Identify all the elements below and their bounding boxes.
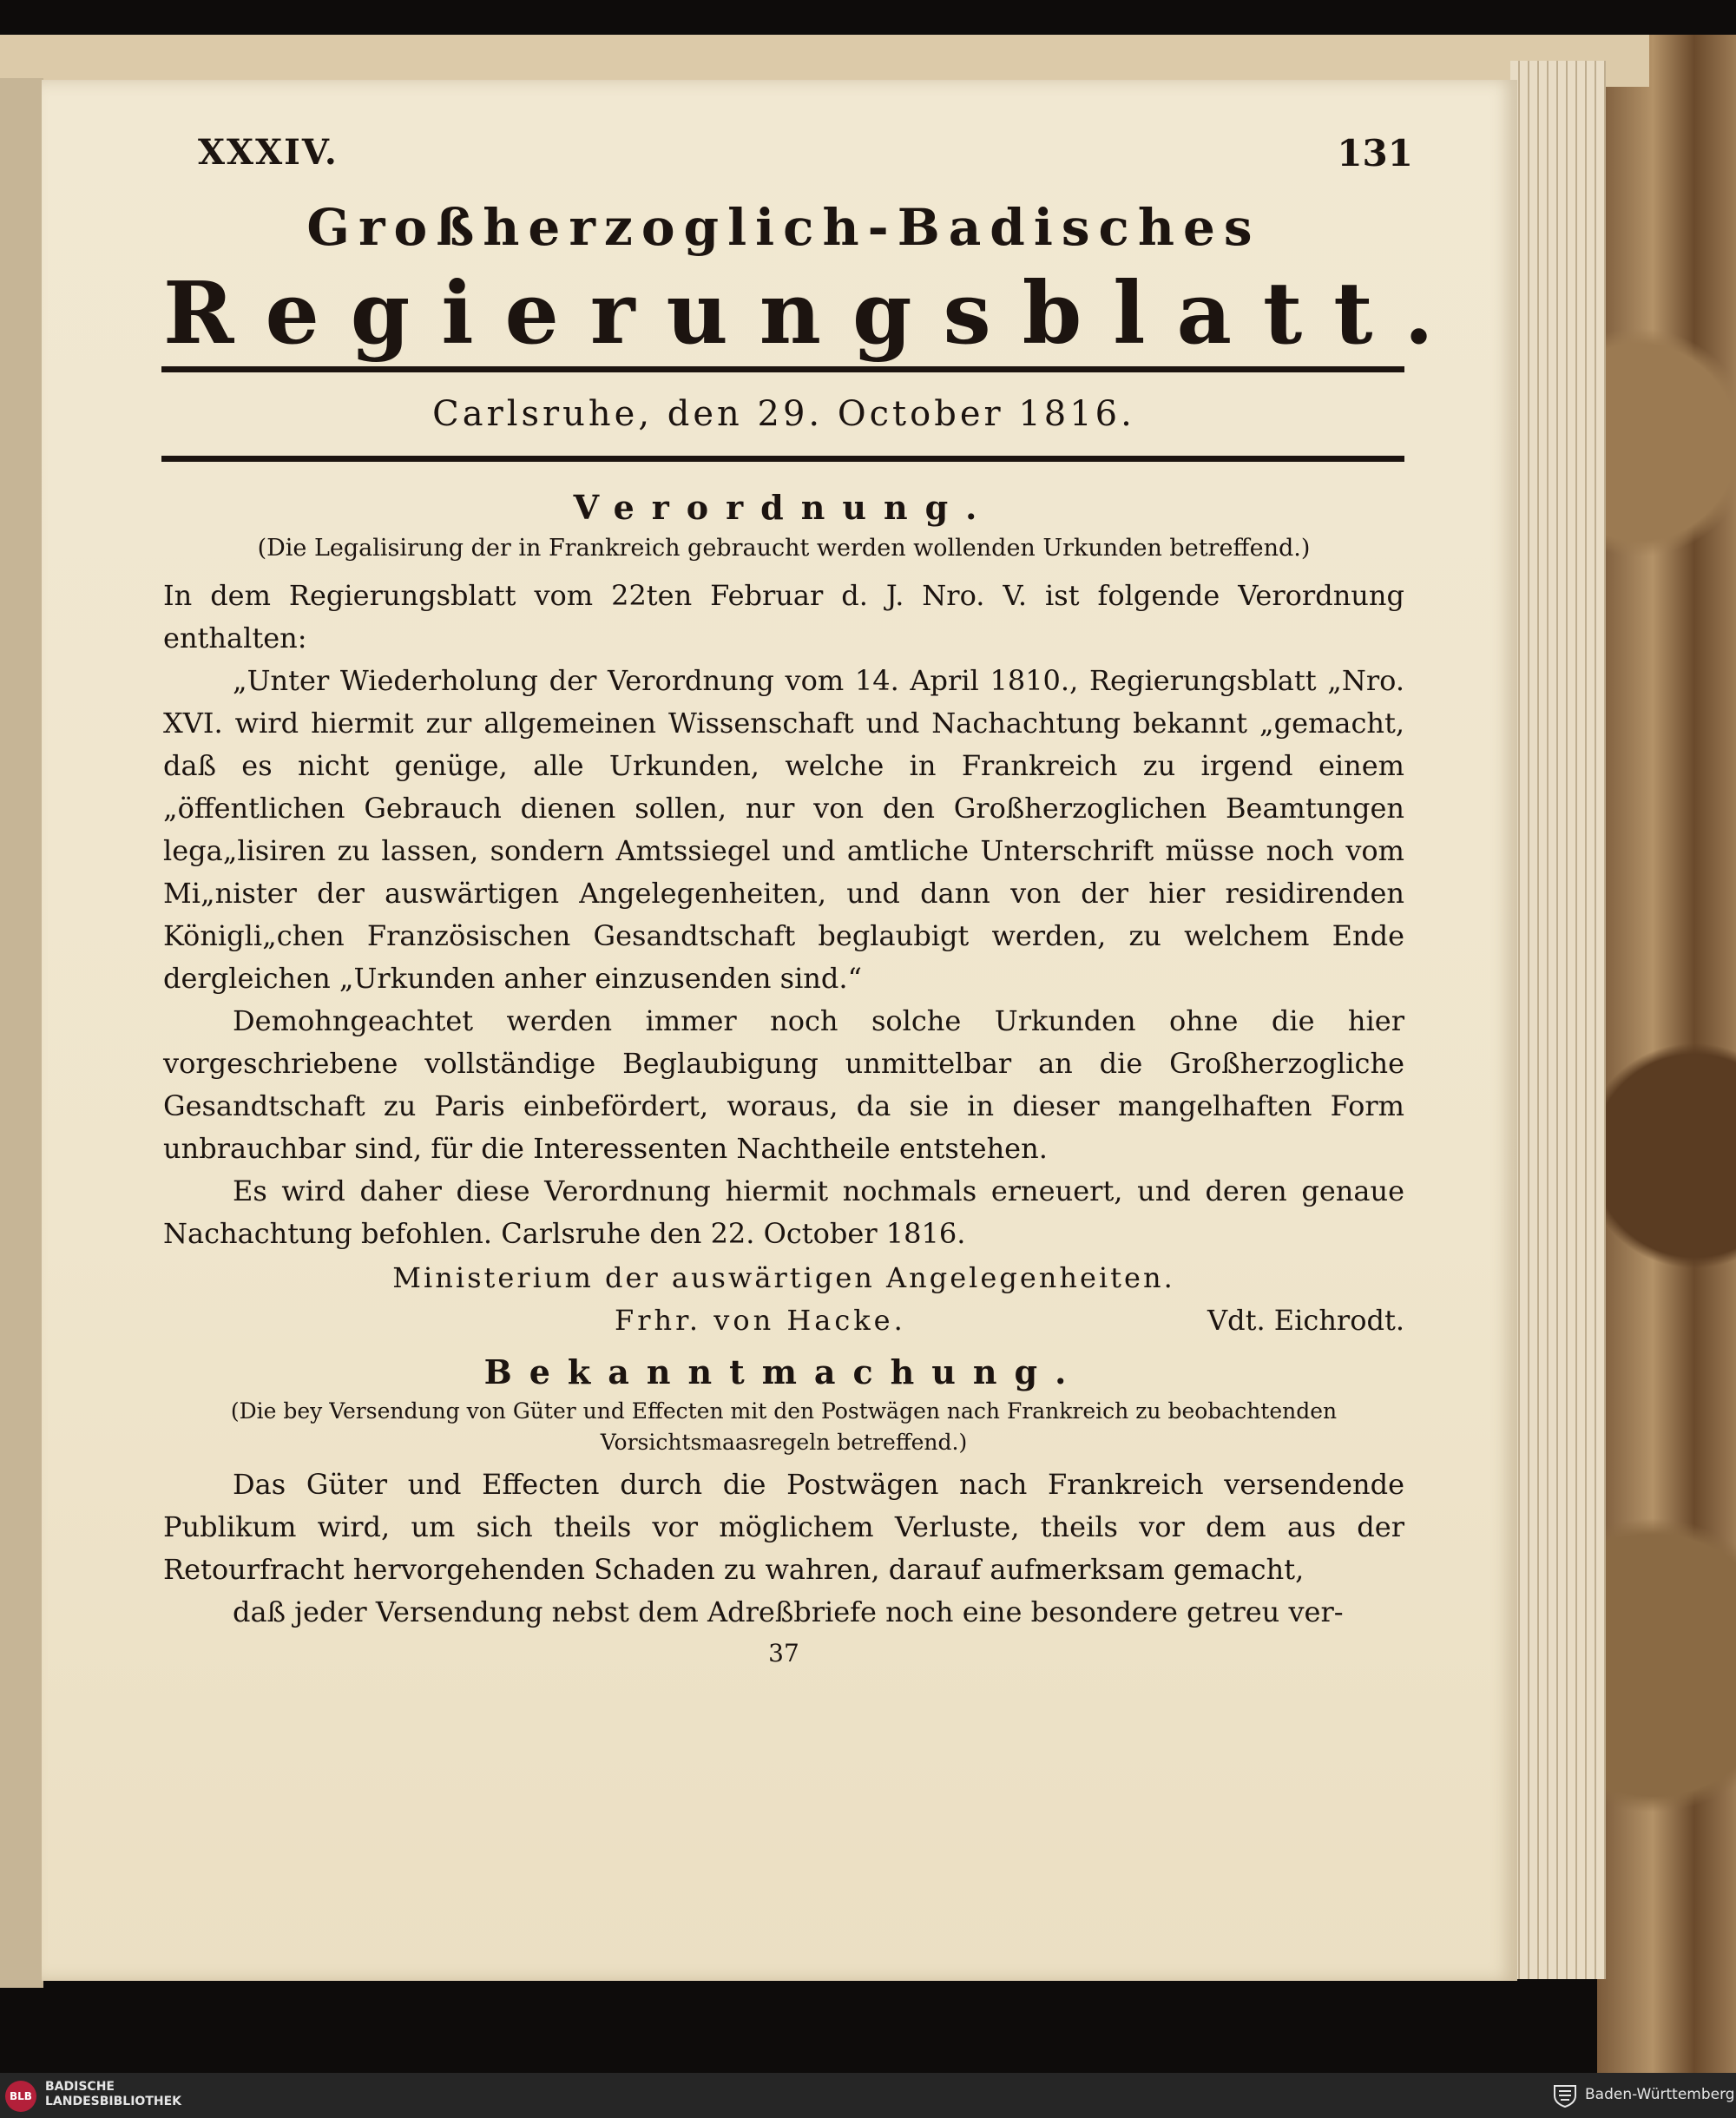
- section-subtitle-verordnung: (Die Legalisirung der in Frankreich gebraucht werden wollenden Urkunden betreffend.): [257, 535, 1311, 562]
- sheet-number: 37: [768, 1639, 799, 1667]
- state-name[interactable]: Baden-Württemberg: [1585, 2086, 1735, 2103]
- page-header: [163, 130, 1413, 191]
- paragraph: Das Güter und Effecten durch die Postwägen nach Frankreich versendende Publikum wird, um sich theils vor möglichem Verluste, theils vor dem aus der Retourfracht hervorgehenden Schaden zu wahren, darauf aufmerksam gemacht,: [163, 1468, 1404, 1586]
- library-name-line1: BADISCHE: [45, 2080, 115, 2094]
- ministry-signature: Ministerium der auswärtigen Angelegenheiten.: [392, 1261, 1175, 1294]
- page-number: 131: [1337, 132, 1413, 174]
- section-title-bekanntmachung: Bekanntmachung.: [483, 1352, 1084, 1391]
- marbled-cover-board: [1597, 35, 1736, 2073]
- section-subtitle-line1: (Die bey Versendung von Güter und Effecten mit den Postwägen nach Frankreich zu beobachtenden: [230, 1398, 1338, 1424]
- paragraph: Es wird daher diese Verordnung hiermit nochmals erneuert, und deren genaue Nachachtung befohlen. Carlsruhe den 22. October 1816.: [163, 1174, 1404, 1250]
- page-edges: [1510, 61, 1606, 1979]
- paragraph: In dem Regierungsblatt vom 22ten Februar d. J. Nro. V. ist folgende Verordnung enthalten:: [163, 579, 1404, 654]
- blb-logo-icon[interactable]: BLB: [5, 2081, 36, 2112]
- countersign-name: Vdt. Eichrodt.: [1207, 1304, 1404, 1337]
- quoted-ordinance: „Unter Wiederholung der Verordnung vom 14. April 1810., Regierungsblatt „Nro. XVI. wird hiermit zur allgemeinen Wissenschaft und Nachachtung bekannt „gemacht, daß es nicht genüge, alle Urkunden, welche in Frankreich zu irgend einem „öffentlichen Gebrauch dienen sollen, nur von den Großherzoglichen Beamtungen lega„lisiren zu lassen, sondern Amtssiegel und amtliche Unterschrift müsse noch vom Mi„nister der auswärtigen Angelegenheiten, und dann von der hier residirenden Königli„chen Französischen Gesandtschaft beglaubigt werden, zu welchem Ende dergleichen „Urkunden anher einzusenden sind.“: [163, 664, 1404, 995]
- section-subtitle-line2: Vorsichtsmaasregeln betreffend.): [600, 1430, 968, 1455]
- paragraph: daß jeder Versendung nebst dem Adreßbriefe noch eine besondere getreu ver-: [233, 1595, 1344, 1628]
- baden-wuerttemberg-crest-icon: [1552, 2083, 1578, 2108]
- document-page: [42, 80, 1517, 1981]
- page-content: [163, 130, 1465, 1667]
- paragraph: Demohngeachtet werden immer noch solche Urkunden ohne die hier vorgeschriebene vollständige Beglaubigung unmittelbar an die Großherzogliche Gesandtschaft zu Paris einbefördert, woraus, da sie in dieser mangelhaften Form unbrauchbar sind, für die Interessenten Nachtheile entstehen.: [163, 1004, 1404, 1165]
- masthead-title: Regierungsblatt.: [163, 264, 1465, 364]
- section-title-verordnung: Verordnung.: [573, 488, 995, 527]
- dateline: Carlsruhe, den 29. October 1816.: [432, 394, 1135, 434]
- previous-page-strip: [0, 78, 43, 1988]
- masthead-rule-bottom: [161, 456, 1404, 462]
- viewer-footer-bar: [0, 2073, 1736, 2118]
- library-name-line2: LANDESBIBLIOTHEK: [45, 2095, 182, 2108]
- issue-number: XXXIV.: [198, 132, 339, 173]
- masthead-line1: Großherzoglich-Badisches: [306, 198, 1261, 257]
- signer-name: Frhr. von Hacke.: [615, 1304, 906, 1337]
- masthead-rule-top: [161, 366, 1404, 372]
- signature-row: [163, 1300, 1404, 1349]
- library-name: [45, 2080, 181, 2109]
- cover-top-edge: [0, 35, 1649, 87]
